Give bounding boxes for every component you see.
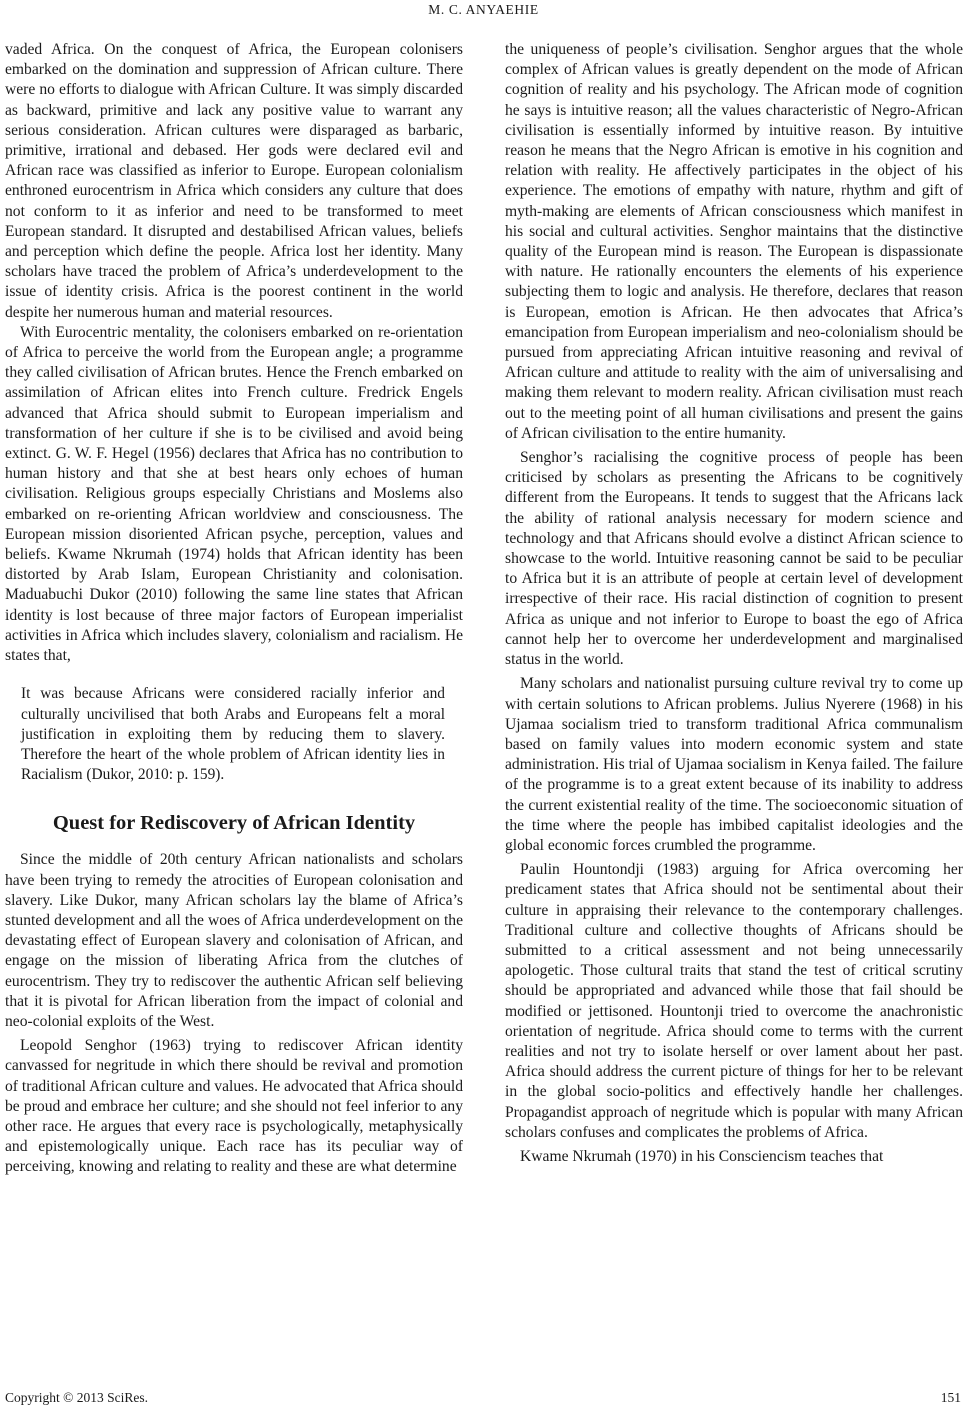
copyright-notice: Copyright © 2013 SciRes. <box>5 1390 149 1405</box>
body-paragraph: With Eurocentric mentality, the colonisers embarked on re-orientation of Africa to perceive the world from the European angle; a programme they called civilisation of African brutes. Hence the French embarked on assimilation of African elites into French culture. Fredrick Engels advanced that Africa should submit to European imperialism and transformation of her culture if she is to be civilised and avoid being extinct. G. W. F. Hegel (1956) declares that Africa has no contribution to human history and that she at best hears only echoes of human civilisation. Religious groups especially Christians and Moslems also embarked on re-orienting African worldview and consciousness. The European mission disoriented African psyche, perception, values and beliefs. Kwame Nkrumah (1974) holds that African identity has been distorted by Arab Islam, European Christianity and colonisation. Maduabuchi Dukor (2010) following the same line states that African identity is lost because of three major factors of European imperialist activities in Africa which includes slavery, colonialism and racialism. He states that, <box>5 323 463 665</box>
right-column <box>505 40 963 1167</box>
block-quote: It was because Africans were considered racially inferior and culturally uncivilised that both Arabs and Europeans felt a moral justification in exploiting them by reducing them to slavery. Therefore the heart of the whole problem of African identity lies in Racialism (Dukor, 2010: p. 159). <box>21 685 445 784</box>
body-paragraph: Many scholars and nationalist pursuing culture revival try to come up with certain solutions to African problems. Julius Nyerere (1968) in his Ujamaa socialism tried to transform traditional Africa communalism based on family values into modern economic system and state administration. His trial of Ujamaa socialism in Kenya failed. The failure of the programme is to a great extent because of its inability to address the current existential reality of the time. The socioeconomic situation of the time where the people has imbibed capitalist ideologies and the global economic forces crumbled the programme. <box>505 675 963 854</box>
body-paragraph: Leopold Senghor (1963) trying to rediscover African identity canvassed for negritude in which there should be revival and promotion of traditional African culture and values. He advocated that Africa should be proud and embrace her culture; and she should not feel inferior to any other race. He argues that every race is psychologically, metaphysically and epistemologically unique. Each race has its peculiar way of perceiving, knowing and relating to reality and these are what determine <box>5 1037 463 1176</box>
body-paragraph: Senghor’s racialising the cognitive process of people has been criticised by scholars as presenting the Africans to be cognitively different from the Europeans. It tends to suggest that the Africans lack the ability of rational analysis necessary for modern science and technology and that Africans should evolve a distinct African science to showcase to the world. Intuitive reasoning cannot be said to be peculiar to Africa but it is an attribute of people at certain level of development irrespective of their race. His racial distinction of cognition to present Africa as unique and not inferior to Europe to boast the ego of Africa cannot help her to overcome her underdevelopment and marginalised status in the world. <box>505 449 963 669</box>
body-paragraph: Kwame Nkrumah (1970) in his Consciencism teaches that <box>520 1147 884 1165</box>
body-paragraph: the uniqueness of people’s civilisation. Senghor argues that the whole complex of African values is greatly dependent on the mode of African cognition of reality and his psychology. The African mode of cognition he says is intuitive reason; all the values characteristic of Negro-African civilisation is essentially informed by intuitive reason. By intuitive reason he means that the Negro African is emotive in his cognition and relation with reality. He affectively participates in the object of his experience. The emotions of empathy with nature, rhythm and gift of myth-making are elements of African consciousness which manifest in his social and cultural activities. Senghor maintains that the distinctive quality of the European mind is reason. The European is dispassionate with nature. He rationally encounters the elements of his experience subjecting them to logic and analysis. He therefore, declares that reason is European, emotion is African. He then advocates that Africa’s emancipation from European imperialism and neo-colonialism should be pursued from appreciating African intuitive reasoning and revival of African culture and attitude to reality with the aim of universalising and making them relevant to modern reality. African civilisation must reach out to the meeting point of all human civilisations and present the gains of African civilisation to the entire humanity. <box>505 41 963 442</box>
running-head: M. C. ANYAEHIE <box>428 2 539 17</box>
body-paragraph: vaded Africa. On the conquest of Africa, the European colonisers embarked on the domination and suppression of African culture. There were no efforts to dialogue with African Culture. It was simply discarded as backward, primitive and lack any positive value to warrant any serious consideration. African cultures were disparaged as barbaric, primitive, irrational and debased. Her gods were declared evil and African race was classified as inferior to Europe. European colonialism enthroned eurocentrism in Africa which considers any culture that does not conform to it as inferior and need to be transformed to meet European standard. It disrupted and destabilised African values, beliefs and perception which define the people. Africa lost her identity. Many scholars have traced the problem of Africa’s underdevelopment to the issue of identity crisis. Africa is the poorest continent in the world despite her numerous human and material resources. <box>5 41 463 321</box>
section-heading: Quest for Rediscovery of African Identity <box>52 812 416 835</box>
body-paragraph: Since the middle of 20th century African nationalists and scholars have been trying to remedy the atrocities of European colonisation and slavery. Like Dukor, many African scholars lay the blame of Africa’s stunted development and all the woes of Africa underdevelopment on the devastating effect of European slavery and colonisation of African, and engage on the mission of liberating Africa from the clutches of eurocentrism. They try to rediscover the authentic African self believing that it is pivotal for African liberation from the impact of colonial and neo-colonial exploits of the West. <box>5 851 463 1030</box>
left-column <box>5 40 463 1178</box>
body-paragraph: Paulin Hountondji (1983) arguing for Africa overcoming her predicament states that Africa should not be sentimental about their culture in appraising their relevance to the contemporary challenges. Traditional culture and collective thoughts of Africans should be submitted to a critical assessment and not being unnecessarily apologetic. Those cultural traits that stand the test of critical scrutiny should be appropriated and advanced while those that fail should be modified or jettisoned. Hountonji tried to overcome the anachronistic orientation of negritude. Africa should come to terms with the current realities and not try to isolate herself or over lament about her past. Africa should address the current picture of things for her to be relevant in the global socio-politics and effectively handle her challenges. Propagandist approach of negritude which is popular with many African scholars confuses and complicates the problems of Africa. <box>505 861 963 1141</box>
page-number: 151 <box>940 1390 961 1405</box>
